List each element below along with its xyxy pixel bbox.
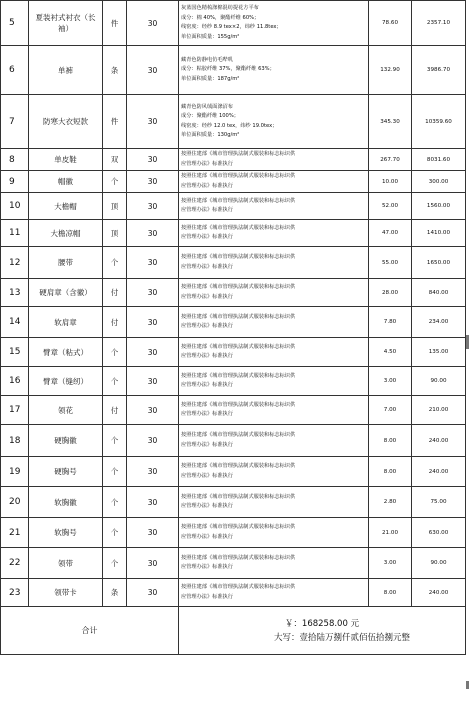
item-quantity: 30 bbox=[127, 518, 179, 548]
item-unit: 付 bbox=[103, 279, 127, 307]
table-row bbox=[1, 1, 466, 46]
spec-line: 应管理办法》标准执行 bbox=[181, 503, 233, 509]
spec-line: 应管理办法》标准执行 bbox=[181, 564, 233, 570]
item-amount: 90.00 bbox=[412, 367, 466, 396]
spec-line: 应管理办法》标准执行 bbox=[181, 323, 233, 329]
item-spec bbox=[179, 193, 369, 220]
spec-line: 应管理办法》标准执行 bbox=[181, 353, 233, 359]
table-row bbox=[1, 95, 466, 149]
spec-line: 应管理办法》标准执行 bbox=[181, 263, 233, 270]
spec-line: 应管理办法》标准执行 bbox=[181, 207, 233, 213]
item-name: 领花 bbox=[29, 396, 103, 425]
item-name: 夏装衬式衬衣（长袖） bbox=[29, 1, 103, 46]
item-name: 大檐帽 bbox=[29, 193, 103, 220]
table-row bbox=[1, 338, 466, 367]
item-name: 硬胸徽 bbox=[29, 425, 103, 457]
row-number: 9 bbox=[1, 171, 29, 193]
item-name: 领带卡 bbox=[29, 579, 103, 607]
spec-line: 应管理办法》标准执行 bbox=[181, 293, 233, 300]
spec-line: 成分：聚酯纤维 100%； bbox=[181, 113, 239, 119]
item-spec bbox=[179, 1, 369, 46]
row-number: 14 bbox=[1, 307, 29, 338]
item-amount: 240.00 bbox=[412, 457, 466, 487]
item-unit: 条 bbox=[103, 46, 127, 95]
spec-line: 按照住建部《城市管理执法制式服装和标志标识供 bbox=[181, 554, 296, 561]
item-unit: 个 bbox=[103, 548, 127, 579]
row-number: 11 bbox=[1, 220, 29, 247]
item-quantity: 30 bbox=[127, 279, 179, 307]
row-number: 12 bbox=[1, 247, 29, 279]
item-quantity: 30 bbox=[127, 220, 179, 247]
row-number: 8 bbox=[1, 149, 29, 171]
spec-line: 应管理办法》标准执行 bbox=[181, 160, 233, 167]
item-unit: 个 bbox=[103, 171, 127, 193]
item-amount: 240.00 bbox=[412, 579, 466, 607]
item-unit-price: 3.00 bbox=[369, 367, 412, 396]
item-quantity: 30 bbox=[127, 307, 179, 338]
item-unit: 付 bbox=[103, 307, 127, 338]
item-spec bbox=[179, 171, 369, 193]
item-unit-price: 52.00 bbox=[369, 193, 412, 220]
spec-line: 成分：粘胶纤维 37%，聚酯纤维 63%； bbox=[181, 66, 275, 73]
table-row bbox=[1, 367, 466, 396]
spec-line: 按照住建部《城市管理执法制式服装和标志标识供 bbox=[181, 401, 296, 408]
item-name: 软肩章 bbox=[29, 307, 103, 338]
item-unit-price: 7.00 bbox=[369, 396, 412, 425]
total-label: 合计 bbox=[1, 607, 179, 655]
item-name: 帽徽 bbox=[29, 171, 103, 193]
item-spec bbox=[179, 95, 369, 149]
item-name: 单裤 bbox=[29, 46, 103, 95]
table-row bbox=[1, 279, 466, 307]
spec-line: 应管理办法》标准执行 bbox=[181, 593, 233, 600]
spec-line: 按照住建部《城市管理执法制式服装和标志标识供 bbox=[181, 254, 296, 260]
item-name: 臂章（缝纫） bbox=[29, 367, 103, 396]
spec-line: 应管理办法》标准执行 bbox=[181, 182, 233, 189]
item-name: 臂章（粘式） bbox=[29, 338, 103, 367]
table-row bbox=[1, 220, 466, 247]
item-quantity: 30 bbox=[127, 487, 179, 518]
item-spec bbox=[179, 425, 369, 457]
row-number: 5 bbox=[1, 1, 29, 46]
item-quantity: 30 bbox=[127, 425, 179, 457]
item-unit-price: 28.00 bbox=[369, 279, 412, 307]
spec-line: 应管理办法》标准执行 bbox=[181, 472, 233, 479]
item-quantity: 30 bbox=[127, 579, 179, 607]
item-quantity: 30 bbox=[127, 1, 179, 46]
row-number: 13 bbox=[1, 279, 29, 307]
spec-line: 按照住建部《城市管理执法制式服装和标志标识供 bbox=[181, 372, 296, 379]
row-number: 22 bbox=[1, 548, 29, 579]
item-amount: 3986.70 bbox=[412, 46, 466, 95]
item-unit: 顶 bbox=[103, 193, 127, 220]
item-spec bbox=[179, 518, 369, 548]
row-number: 6 bbox=[1, 46, 29, 95]
spec-line: 按照住建部《城市管理执法制式服装和标志标识供 bbox=[181, 173, 296, 179]
item-unit-price: 21.00 bbox=[369, 518, 412, 548]
item-amount: 1560.00 bbox=[412, 193, 466, 220]
item-unit: 个 bbox=[103, 518, 127, 548]
item-name: 大檐凉帽 bbox=[29, 220, 103, 247]
spec-line: 按照住建部《城市管理执法制式服装和标志标识供 bbox=[181, 224, 296, 231]
item-amount: 8031.60 bbox=[412, 149, 466, 171]
item-unit-price: 345.30 bbox=[369, 95, 412, 149]
row-number: 17 bbox=[1, 396, 29, 425]
item-spec bbox=[179, 487, 369, 518]
item-unit-price: 4.50 bbox=[369, 338, 412, 367]
spec-line: 应管理办法》标准执行 bbox=[181, 382, 233, 388]
item-amount: 75.00 bbox=[412, 487, 466, 518]
spec-line: 灰蓝国色精梳涤棉混纺提花方平布 bbox=[181, 5, 259, 11]
item-spec bbox=[179, 457, 369, 487]
item-quantity: 30 bbox=[127, 338, 179, 367]
spec-line: 线密度：经纱 12.0 tex，纬纱 19.0tex； bbox=[181, 122, 278, 129]
spec-line: 按照住建部《城市管理执法制式服装和标志标识供 bbox=[181, 197, 296, 204]
row-number: 20 bbox=[1, 487, 29, 518]
item-name: 硬肩章（含徽） bbox=[29, 279, 103, 307]
item-unit: 付 bbox=[103, 396, 127, 425]
spec-line: 应管理办法》标准执行 bbox=[181, 441, 233, 448]
item-spec bbox=[179, 149, 369, 171]
item-unit-price: 2.80 bbox=[369, 487, 412, 518]
item-name: 软胸徽 bbox=[29, 487, 103, 518]
table-row bbox=[1, 307, 466, 338]
total-amount-cell bbox=[179, 607, 466, 655]
table-row bbox=[1, 579, 466, 607]
spec-line: 按照住建部《城市管理执法制式服装和标志标识供 bbox=[181, 524, 296, 530]
item-name: 软胸号 bbox=[29, 518, 103, 548]
total-row bbox=[1, 607, 466, 655]
item-quantity: 30 bbox=[127, 367, 179, 396]
spec-line: 应管理办法》标准执行 bbox=[181, 411, 233, 417]
item-spec bbox=[179, 548, 369, 579]
item-unit-price: 10.00 bbox=[369, 171, 412, 193]
spec-line: 应管理办法》标准执行 bbox=[181, 234, 233, 240]
item-quantity: 30 bbox=[127, 396, 179, 425]
item-unit: 个 bbox=[103, 457, 127, 487]
item-unit: 条 bbox=[103, 579, 127, 607]
spec-line: 按照住建部《城市管理执法制式服装和标志标识供 bbox=[181, 343, 296, 350]
row-number: 21 bbox=[1, 518, 29, 548]
item-name: 腰带 bbox=[29, 247, 103, 279]
table-row bbox=[1, 457, 466, 487]
total-amount-figure: ￥：168258.00 元 bbox=[284, 619, 360, 629]
item-amount: 240.00 bbox=[412, 425, 466, 457]
table-row bbox=[1, 487, 466, 518]
item-unit: 个 bbox=[103, 425, 127, 457]
item-spec bbox=[179, 220, 369, 247]
item-unit-price: 267.70 bbox=[369, 149, 412, 171]
item-unit: 个 bbox=[103, 338, 127, 367]
row-number: 19 bbox=[1, 457, 29, 487]
spec-line: 成分：棉 40%，聚酯纤维 60%； bbox=[181, 14, 260, 21]
spec-line: 按照住建部《城市管理执法制式服装和标志标识供 bbox=[181, 284, 296, 290]
row-number: 15 bbox=[1, 338, 29, 367]
table-row bbox=[1, 46, 466, 95]
item-spec bbox=[179, 247, 369, 279]
table-row bbox=[1, 193, 466, 220]
item-quantity: 30 bbox=[127, 548, 179, 579]
item-name: 领带 bbox=[29, 548, 103, 579]
item-spec bbox=[179, 579, 369, 607]
spec-line: 藏青色防风绒面涤沼布 bbox=[181, 103, 233, 110]
item-unit-price: 47.00 bbox=[369, 220, 412, 247]
item-spec bbox=[179, 338, 369, 367]
item-quantity: 30 bbox=[127, 149, 179, 171]
item-unit-price: 3.00 bbox=[369, 548, 412, 579]
item-quantity: 30 bbox=[127, 95, 179, 149]
spec-line: 按照住建部《城市管理执法制式服装和标志标识供 bbox=[181, 463, 296, 469]
item-unit: 个 bbox=[103, 487, 127, 518]
item-unit-price: 78.60 bbox=[369, 1, 412, 46]
spec-line: 按照住建部《城市管理执法制式服装和标志标识供 bbox=[181, 584, 296, 590]
row-number: 23 bbox=[1, 579, 29, 607]
item-unit: 件 bbox=[103, 95, 127, 149]
table-row bbox=[1, 171, 466, 193]
table-body bbox=[1, 1, 466, 607]
row-number: 7 bbox=[1, 95, 29, 149]
item-name: 单皮鞋 bbox=[29, 149, 103, 171]
item-spec bbox=[179, 367, 369, 396]
item-amount: 840.00 bbox=[412, 279, 466, 307]
item-amount: 1650.00 bbox=[412, 247, 466, 279]
item-name: 硬胸号 bbox=[29, 457, 103, 487]
table-row bbox=[1, 548, 466, 579]
item-unit: 顶 bbox=[103, 220, 127, 247]
item-unit-price: 8.00 bbox=[369, 457, 412, 487]
item-quantity: 30 bbox=[127, 193, 179, 220]
item-spec bbox=[179, 279, 369, 307]
item-amount: 630.00 bbox=[412, 518, 466, 548]
item-amount: 300.00 bbox=[412, 171, 466, 193]
item-amount: 135.00 bbox=[412, 338, 466, 367]
item-unit: 件 bbox=[103, 1, 127, 46]
spec-line: 按照住建部《城市管理执法制式服装和标志标识供 bbox=[181, 493, 296, 500]
item-amount: 90.00 bbox=[412, 548, 466, 579]
spec-line: 藏青色防静电仿毛哔叽 bbox=[181, 56, 233, 63]
item-quantity: 30 bbox=[127, 247, 179, 279]
item-quantity: 30 bbox=[127, 171, 179, 193]
table-row bbox=[1, 149, 466, 171]
item-unit-price: 8.00 bbox=[369, 425, 412, 457]
item-unit: 个 bbox=[103, 247, 127, 279]
row-number: 18 bbox=[1, 425, 29, 457]
item-amount: 10359.60 bbox=[412, 95, 466, 149]
spec-line: 单位面积质量：130g/m² bbox=[181, 132, 240, 138]
item-name: 防寒大衣短款 bbox=[29, 95, 103, 149]
item-quantity: 30 bbox=[127, 457, 179, 487]
item-unit-price: 7.80 bbox=[369, 307, 412, 338]
spec-line: 按照住建部《城市管理执法制式服装和标志标识供 bbox=[181, 432, 296, 438]
total-amount-words: 大写：壹拾陆万捌仟贰佰伍拾捌元整 bbox=[273, 633, 410, 643]
item-amount: 1410.00 bbox=[412, 220, 466, 247]
spec-line: 按照住建部《城市管理执法制式服装和标志标识供 bbox=[181, 151, 296, 157]
item-unit: 个 bbox=[103, 367, 127, 396]
item-spec bbox=[179, 307, 369, 338]
table-row bbox=[1, 247, 466, 279]
item-unit-price: 132.90 bbox=[369, 46, 412, 95]
table-row bbox=[1, 396, 466, 425]
item-amount: 210.00 bbox=[412, 396, 466, 425]
item-spec bbox=[179, 396, 369, 425]
row-number: 16 bbox=[1, 367, 29, 396]
table-row bbox=[1, 518, 466, 548]
item-unit-price: 55.00 bbox=[369, 247, 412, 279]
table-row bbox=[1, 425, 466, 457]
item-unit-price: 8.00 bbox=[369, 579, 412, 607]
spec-line: 应管理办法》标准执行 bbox=[181, 533, 233, 540]
spec-line: 单位面积质量：155g/m² bbox=[181, 33, 240, 40]
item-spec bbox=[179, 46, 369, 95]
spec-line: 线密度：经纱 8.9 tex×2，纬纱 11.8tex； bbox=[181, 24, 282, 30]
spec-line: 单位面积质量：187g/m² bbox=[181, 75, 240, 82]
item-quantity: 30 bbox=[127, 46, 179, 95]
spec-line: 按照住建部《城市管理执法制式服装和标志标识供 bbox=[181, 313, 296, 320]
row-number: 10 bbox=[1, 193, 29, 220]
item-unit: 双 bbox=[103, 149, 127, 171]
item-amount: 234.00 bbox=[412, 307, 466, 338]
item-amount: 2357.10 bbox=[412, 1, 466, 46]
